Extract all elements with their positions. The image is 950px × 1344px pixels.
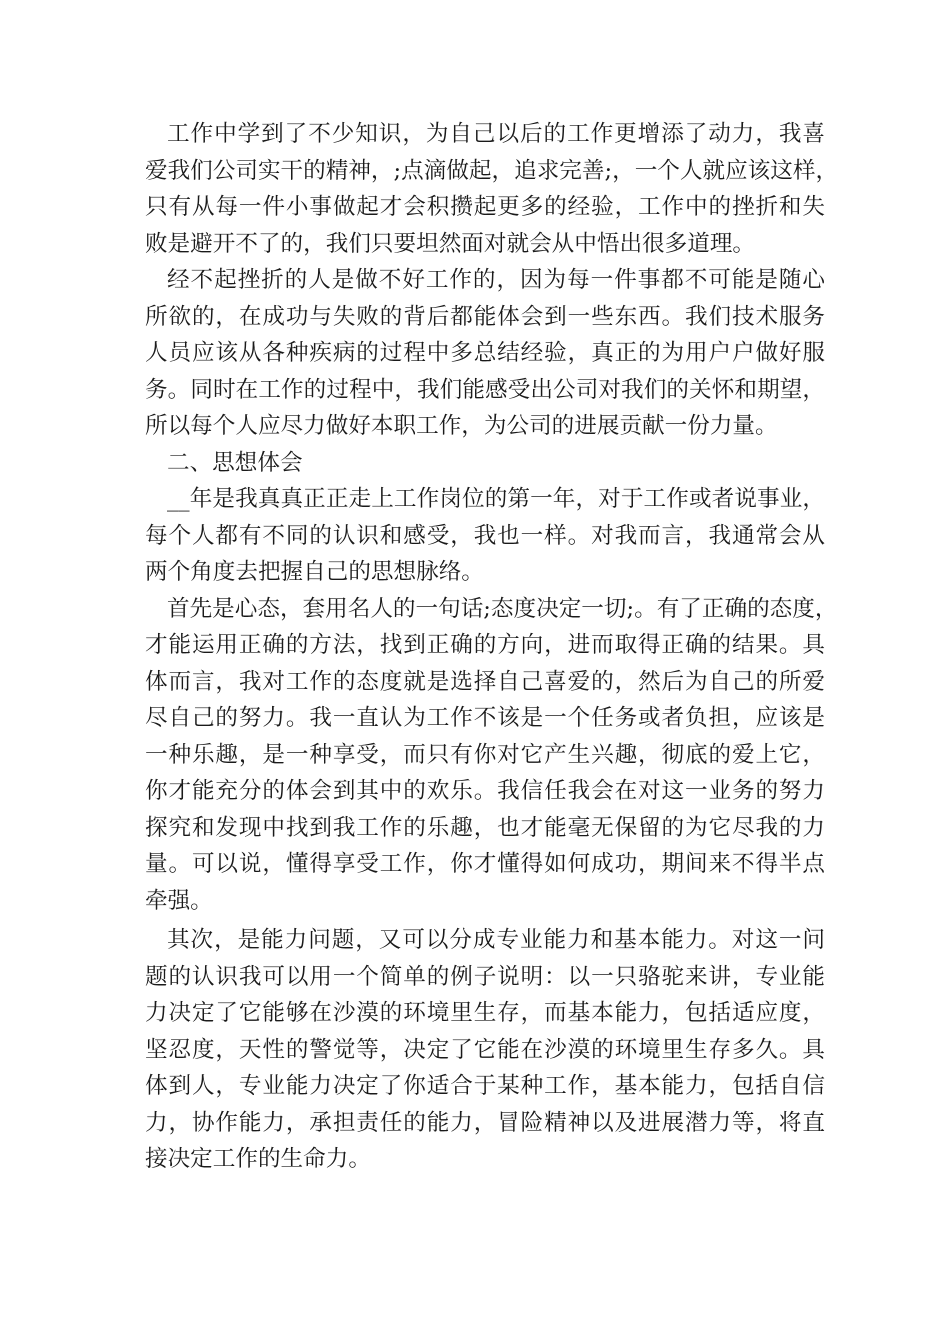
text-line: 体到人，专业能力决定了你适合于某种工作，基本能力，包括自信 <box>145 1073 825 1099</box>
text-line: 体而言，我对工作的态度就是选择自己喜爱的，然后为自己的所爱 <box>145 668 825 695</box>
paragraph <box>145 922 825 1178</box>
text-line: 爱我们公司实干的精神，;点滴做起，追求完善;，一个人就应该这样， <box>145 157 839 184</box>
paragraph <box>145 262 825 445</box>
text-line: 所欲的，在成功与失败的背后都能体会到一些东西。我们技术服务 <box>145 303 825 330</box>
text-line: 你才能充分的体会到其中的欢乐。我信任我会在对这一业务的努力 <box>145 778 825 804</box>
text-line: 经不起挫折的人是做不好工作的，因为每一件事都不可能是随心 <box>167 267 825 293</box>
text-line: 两个角度去把握自己的思想脉络。 <box>145 559 484 585</box>
text-line: 只有从每一件小事做起才会积攒起更多的经验，工作中的挫折和失 <box>145 194 825 220</box>
body-text <box>145 116 839 1178</box>
text-line: 坚忍度，天性的警觉等，决定了它能在沙漠的环境里生存多久。具 <box>145 1036 825 1063</box>
text-line: __年是我真真正正走上工作岗位的第一年，对于工作或者说事业， <box>167 486 825 512</box>
text-line: 力决定了它能够在沙漠的环境里生存，而基本能力，包括适应度， <box>145 1000 825 1026</box>
section-heading <box>145 445 825 482</box>
text-line: 其次，是能力问题，又可以分成专业能力和基本能力。对这一问 <box>167 927 825 953</box>
text-line: 每个人都有不同的认识和感受，我也一样。对我而言，我通常会从 <box>145 522 825 549</box>
text-line: 所以每个人应尽力做好本职工作，为公司的进展贡献一份力量。 <box>145 413 778 439</box>
text-line: 败是避开不了的，我们只要坦然面对就会从中悟出很多道理。 <box>145 230 756 257</box>
paragraph <box>145 116 839 262</box>
text-line: 力，协作能力，承担责任的能力，冒险精神以及进展潜力等，将直 <box>145 1109 825 1136</box>
text-line: 工作中学到了不少知识，为自己以后的工作更增添了动力，我喜 <box>167 121 825 147</box>
text-line: 接决定工作的生命力。 <box>145 1146 371 1172</box>
text-line: 尽自己的努力。我一直认为工作不该是一个任务或者负担，应该是 <box>145 705 825 731</box>
heading-text: 二、思想体会 <box>167 449 303 476</box>
text-line: 题的认识我可以用一个简单的例子说明：以一只骆驼来讲，专业能 <box>145 963 825 990</box>
text-line: 务。同时在工作的过程中，我们能感受出公司对我们的关怀和期望， <box>145 376 825 403</box>
text-line: 人员应该从各种疾病的过程中多总结经验，真正的为用户户做好服 <box>145 340 825 366</box>
paragraph <box>145 591 838 920</box>
text-line: 首先是心态，套用名人的一句话;态度决定一切;。有了正确的态度， <box>167 595 838 622</box>
text-line: 才能运用正确的方法，找到正确的方向，进而取得正确的结果。具 <box>145 632 825 658</box>
paragraph <box>145 481 825 591</box>
text-line: 探究和发现中找到我工作的乐趣，也才能毫无保留的为它尽我的力 <box>145 814 825 841</box>
text-line: 牵强。 <box>145 887 213 914</box>
text-line: 一种乐趣，是一种享受，而只有你对它产生兴趣，彻底的爱上它， <box>145 741 825 768</box>
text-line: 量。可以说，懂得享受工作，你才懂得如何成功，期间来不得半点 <box>145 851 825 877</box>
